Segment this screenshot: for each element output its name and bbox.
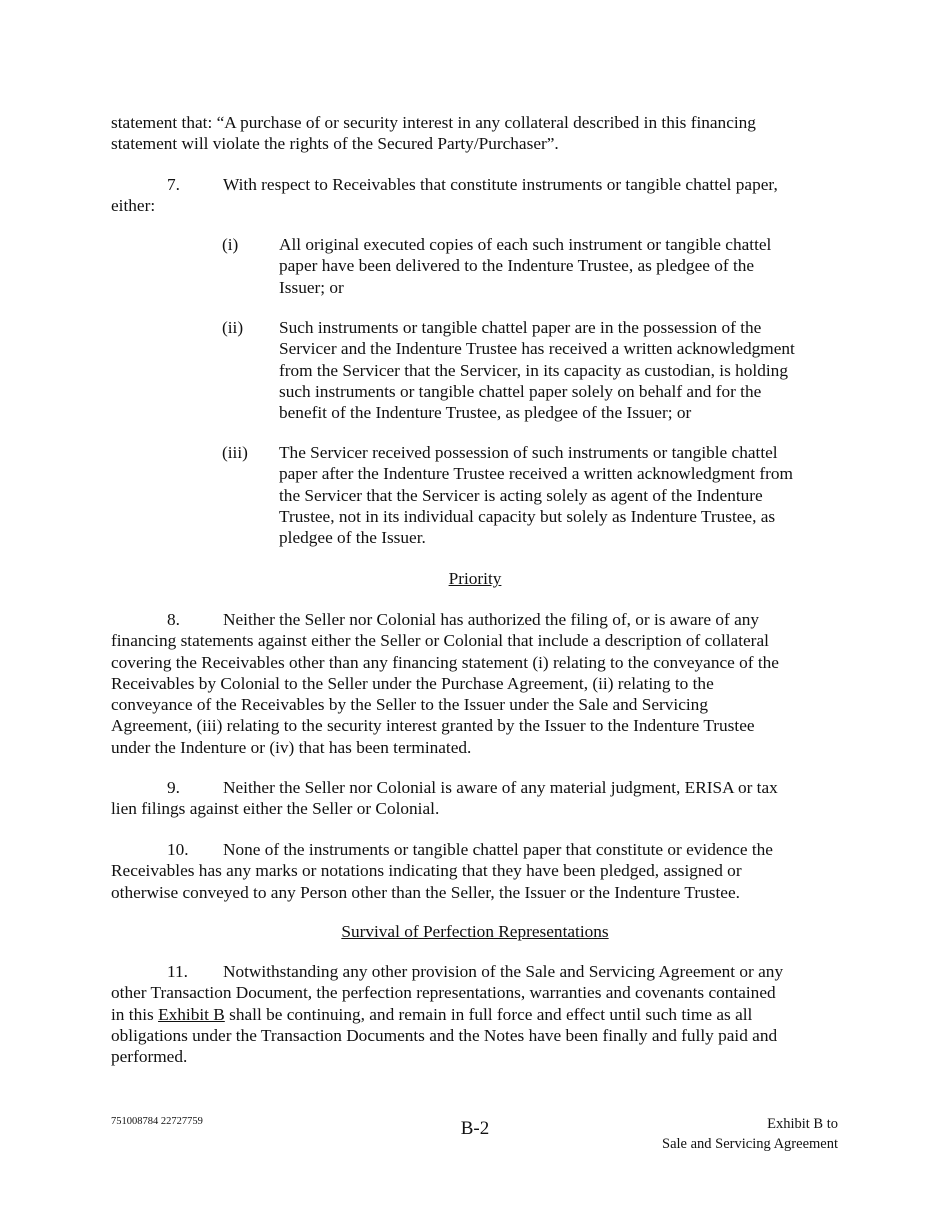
text-line: lien filings against either the Seller or Colonial. <box>111 799 440 819</box>
text-line: Trustee, not in its individual capacity but solely as Indenture Trustee, as <box>279 506 776 526</box>
text-line: All original executed copies of each such instrument or tangible chattel <box>279 235 772 254</box>
text-line: performed. <box>111 1047 188 1067</box>
text-line: shall be continuing, and remain in full force and effect until such time as all <box>224 1004 753 1024</box>
text-line: conveyance of the Receivables by the Seller to the Issuer under the Sale and Servicing <box>111 695 708 715</box>
text-line: statement that: “A purchase of or security interest in any collateral described in this financing <box>111 113 756 132</box>
text-line: Agreement, (iii) relating to the security interest granted by the Issuer to the Indenture Trustee <box>111 716 755 736</box>
text-line <box>111 609 851 630</box>
footer-right-line: Sale and Servicing Agreement <box>662 1135 838 1152</box>
text-line: Notwithstanding any other provision of the Sale and Servicing Agreement or any <box>223 962 784 981</box>
text-line: With respect to Receivables that constitute instruments or tangible chattel paper, <box>223 175 778 194</box>
clause-7-i <box>222 234 771 298</box>
text-line: statement will violate the rights of the Secured Party/Purchaser”. <box>111 134 559 154</box>
text-line: Neither the Seller nor Colonial has authorized the filing of, or is aware of any <box>223 610 760 629</box>
text-line <box>111 777 851 798</box>
text-line: obligations under the Transaction Documents and the Notes have been finally and fully paid and <box>111 1025 778 1045</box>
paragraph-number: 9. <box>167 778 180 797</box>
clause-7-iii <box>222 442 793 548</box>
paragraph-10 <box>111 839 851 903</box>
text-line: Such instruments or tangible chattel paper are in the possession of the <box>279 318 762 337</box>
text-line <box>111 174 851 195</box>
text-line: paper have been delivered to the Indenture Trustee, as pledgee of the <box>279 256 755 276</box>
paragraph-11 <box>111 961 851 1067</box>
paragraph-number: 11. <box>167 962 188 981</box>
text-line: from the Servicer that the Servicer, in its capacity as custodian, is holding <box>279 360 788 380</box>
text-line: None of the instruments or tangible chattel paper that constitute or evidence the <box>223 840 773 859</box>
footer-page-number: B-2 <box>460 1118 490 1139</box>
exhibit-b-reference: Exhibit B <box>158 1004 225 1024</box>
text-line: Issuer; or <box>279 277 344 297</box>
text-line: either: <box>111 196 156 216</box>
text-line: pledgee of the Issuer. <box>279 528 426 548</box>
clause-7-ii <box>222 317 795 423</box>
paragraph-8 <box>111 609 851 758</box>
paragraph-continuation <box>111 112 851 155</box>
text-line: Servicer and the Indenture Trustee has received a written acknowledgment <box>279 339 795 359</box>
text-line: such instruments or tangible chattel paper solely on behalf and for the <box>279 381 762 401</box>
paragraph-number: 7. <box>167 175 180 194</box>
text-line: financing statements against either the Seller or Colonial that include a description of collateral <box>111 631 769 651</box>
clause-label: (iii) <box>222 443 248 462</box>
text-line: in this <box>111 1004 159 1024</box>
footer-right-line: Exhibit B to <box>767 1116 838 1132</box>
text-line: covering the Receivables other than any financing statement (i) relating to the conveyance of the <box>111 652 779 672</box>
paragraph-number: 10. <box>167 840 189 859</box>
heading-survival: Survival of Perfection Representations <box>341 922 609 941</box>
clause-label: (i) <box>222 235 239 254</box>
paragraph-number: 8. <box>167 610 180 629</box>
text-line: otherwise conveyed to any Person other than the Seller, the Issuer or the Indenture Trustee. <box>111 882 740 902</box>
footer-exhibit-label <box>662 1115 838 1154</box>
text-line: Neither the Seller nor Colonial is aware of any material judgment, ERISA or tax <box>223 778 778 797</box>
heading-priority: Priority <box>448 569 502 588</box>
text-line: benefit of the Indenture Trustee, as pledgee of the Issuer; or <box>279 403 692 423</box>
text-line: the Servicer that the Servicer is acting solely as agent of the Indenture <box>279 485 763 505</box>
clause-label: (ii) <box>222 318 244 337</box>
text-line: paper after the Indenture Trustee received a written acknowledgment from <box>279 464 793 484</box>
text-line <box>111 839 851 860</box>
text-line: Receivables by Colonial to the Seller under the Purchase Agreement, (ii) relating to the <box>111 673 714 693</box>
text-line: Receivables has any marks or notations indicating that they have been pledged, assigned or <box>111 861 742 881</box>
paragraph-7 <box>111 174 851 217</box>
text-line: under the Indenture or (iv) that has been terminated. <box>111 737 472 757</box>
text-line: The Servicer received possession of such instruments or tangible chattel <box>279 443 778 462</box>
footer-document-id: 751008784 22727759 <box>111 1116 203 1127</box>
text-line: other Transaction Document, the perfection representations, warranties and covenants contained <box>111 983 776 1003</box>
paragraph-9 <box>111 777 851 820</box>
